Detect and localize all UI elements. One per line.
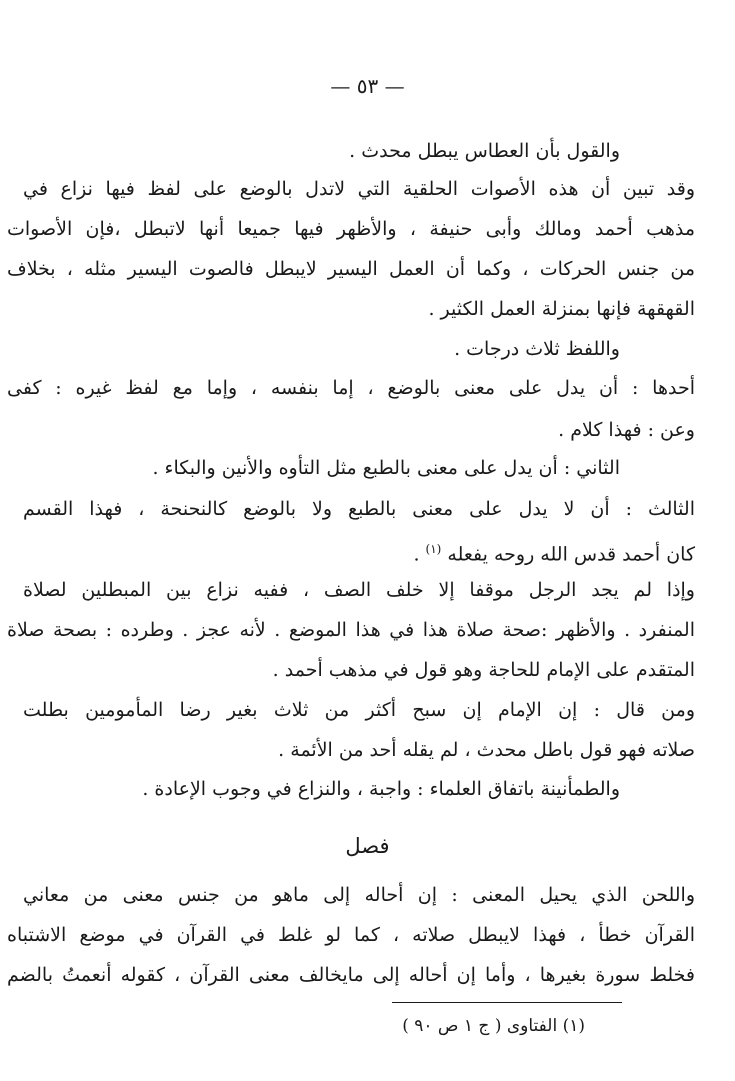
body-line-9: الثاني : أن يدل على معنى بالطبع مثل التأوه والأنين والبكاء . — [152, 457, 620, 479]
body-line-21: فخلط سورة بغيرها ، وأما إن أحاله إلى مايخالف معنى القرآن ، كقوله أنعمتُ بالضم — [7, 964, 695, 986]
body-line-5: القهقهة فإنها بمنزلة العمل الكثير . — [428, 298, 695, 320]
body-line-1: والقول بأن العطاس يبطل محدث . — [349, 140, 620, 162]
body-line-7: أحدها : أن يدل على معنى بالوضع ، إما بنفسه ، وإما مع لفظ غيره : كفى — [7, 377, 695, 399]
body-line-11-wrap — [413, 536, 695, 567]
footnote: (١) الفتاوى ( ج ١ ص ٩٠ ) — [402, 1016, 585, 1036]
body-line-12: وإذا لم يجد الرجل موقفا إلا خلف الصف ، ففيه نزاع بين المبطلين لصلاة — [23, 579, 695, 601]
body-line-10: الثالث : أن لا يدل على معنى بالطبع ولا بالوضع كالنحنحة ، فهذا القسم — [23, 498, 695, 520]
body-line-3: مذهب أحمد ومالك وأبى حنيفة ، والأظهر فيها جميعا أنها لاتبطل ،فإن الأصوات — [7, 218, 695, 240]
body-line-13: المنفرد . والأظهر :صحة صلاة هذا في هذا الموضع . لأنه عجز . وطرده : بصحة صلاة — [7, 619, 695, 641]
body-line-4: من جنس الحركات ، وكما أن العمل اليسير لايبطل فالصوت اليسير مثله ، بخلاف — [7, 258, 695, 280]
body-line-6: واللفظ ثلاث درجات . — [454, 338, 620, 360]
page-number: — ٥٣ — — [330, 74, 405, 98]
footnote-divider — [392, 1002, 622, 1003]
body-line-14: المتقدم على الإمام للحاجة وهو قول في مذهب أحمد . — [272, 659, 695, 681]
body-line-17: والطمأنينة باتفاق العلماء : واجبة ، والنزاع في وجوب الإعادة . — [142, 778, 620, 800]
body-line-19: واللحن الذي يحيل المعنى : إن أحاله إلى ماهو من جنس معنى من معاني — [23, 884, 695, 906]
body-line-11: كان أحمد قدس الله روحه يفعله — [447, 543, 695, 566]
footnote-marker-end: . — [413, 543, 420, 566]
body-line-16: صلاته فهو قول باطل محدث ، لم يقله أحد من الأئمة . — [278, 739, 695, 761]
body-line-2: وقد تبين أن هذه الأصوات الحلقية التي لاتدل بالوضع على لفظ فيها نزاع في — [23, 178, 695, 200]
body-line-20: القرآن خطأ ، فهذا لايبطل صلاته ، كما لو غلط في القرآن في موضع الاشتباه — [7, 924, 695, 946]
footnote-marker: (١) — [425, 542, 442, 556]
body-line-15: ومن قال : إن الإمام إن سبح أكثر من ثلاث بغير رضا المأمومين بطلت — [23, 699, 695, 721]
section-heading: فصل — [345, 834, 390, 858]
body-line-8: وعن : فهذا كلام . — [558, 419, 695, 441]
